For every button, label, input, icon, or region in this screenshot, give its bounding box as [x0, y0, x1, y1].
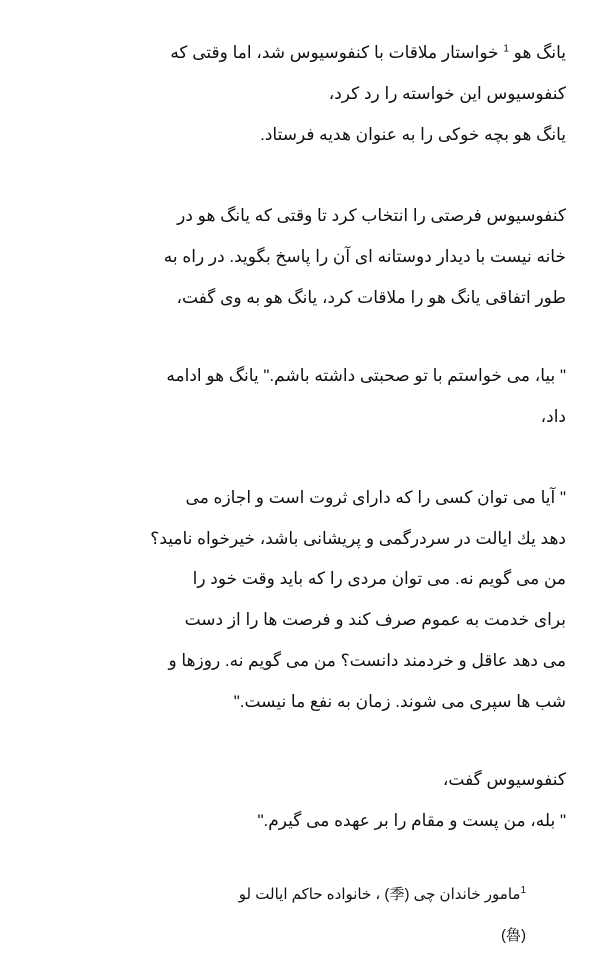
footnote-reference: 1 [503, 43, 509, 55]
text-line-5: خانه نیست با دیدار دوستانه ای آن را پاسخ بگوید. در راه به [163, 247, 566, 266]
text-line-1 [170, 42, 566, 64]
text-line-2: کنفوسیوس این خواسته را رد کرد، [328, 84, 566, 103]
text-line-1-end: خواستار ملاقات با کنفوسیوس شد، اما وقتی که [170, 43, 504, 62]
text-line-1-start: یانگ هو [513, 43, 566, 62]
text-line-3: یانگ هو بچه خوکی را به عنوان هدیه فرستاد. [260, 125, 566, 144]
text-line-8: داد، [540, 407, 566, 426]
text-line-14: شب ها سپری می شوند. زمان به نفع ما نیست." [233, 692, 566, 711]
text-line-4: کنفوسیوس فرصتی را انتخاب کرد تا وقتی که یانگ هو در [177, 206, 566, 225]
text-line-7: " بیا، می خواستم با تو صحبتی داشته باشم." یانگ هو ادامه [166, 366, 566, 385]
text-line-10: دهد یك ایالت در سردرگمی و پریشانی باشد، خیرخواه نامید؟ [150, 529, 566, 548]
text-line-6: طور اتفاقی یانگ هو را ملاقات کرد، یانگ هو به وی گفت، [176, 288, 566, 307]
text-line-9: " آیا می توان کسی را که دارای ثروت است و اجازه می [185, 488, 566, 507]
text-line-11: من می گویم نه. می توان مردی را که باید وقت خود را [192, 569, 566, 588]
text-line-13: می دهد عاقل و خردمند دانست؟ من می گویم نه. روزها و [168, 651, 566, 670]
text-line-12: برای خدمت به عموم صرف کند و فرصت ها را از دست [184, 610, 566, 629]
footnote-line-2: (魯) [500, 927, 526, 944]
footnote-line-1 [239, 885, 526, 905]
text-line-16: " بله، من پست و مقام را بر عهده می گیرم." [257, 811, 566, 830]
footnote-marker: 1 [520, 885, 526, 896]
footnote-text: مامور خاندان چی (季) ، خانواده حاکم ایالت لو [238, 886, 521, 903]
text-line-15: کنفوسیوس گفت، [442, 770, 566, 789]
